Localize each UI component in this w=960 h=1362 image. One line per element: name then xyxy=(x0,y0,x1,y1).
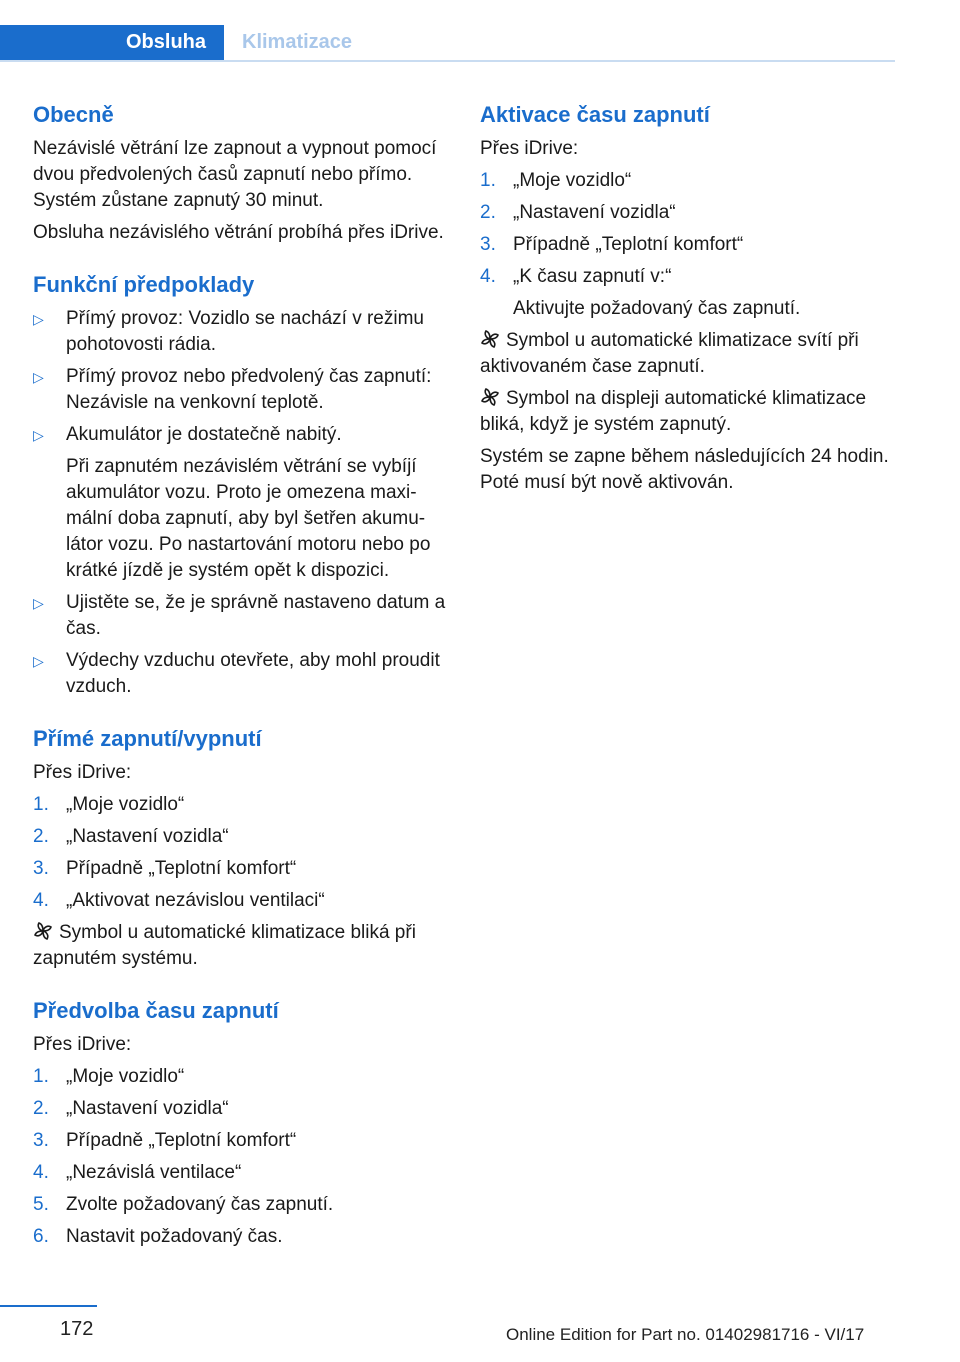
step-number: 1. xyxy=(33,794,49,815)
note-text: Symbol u automatické klimatizace bliká při zapnutém systému. xyxy=(33,922,416,969)
triangle-bullet-icon: ▷ xyxy=(33,653,44,669)
triangle-bullet-icon: ▷ xyxy=(33,427,44,443)
step-number: 2. xyxy=(33,826,49,847)
list-item xyxy=(33,1160,453,1186)
step-text: „Nezávislá ventilace“ xyxy=(66,1162,242,1183)
step-number: 5. xyxy=(33,1194,49,1215)
direct-note xyxy=(33,920,453,972)
step-number: 3. xyxy=(33,858,49,879)
list-item xyxy=(480,264,895,322)
triangle-bullet-icon: ▷ xyxy=(33,311,44,327)
tab-klimatizace: Klimatizace xyxy=(242,31,353,53)
fan-icon xyxy=(33,921,53,941)
list-item-text: Přímý provoz: Vozidlo se nachází v režimu pohotovosti rádia. xyxy=(66,308,424,355)
list-item-text: Akumulátor je dostatečně nabitý. xyxy=(66,424,342,445)
list-item xyxy=(33,1064,453,1090)
general-paragraph-1: Nezávislé větrání lze zapnout a vypnout pomocí dvou předvolených časů zapnutí nebo přímo. Systém zůstane zapnutý 30 minut. xyxy=(33,138,437,211)
step-text: „K času zapnutí v:“ xyxy=(513,266,672,287)
list-item xyxy=(33,590,453,642)
step-text: Případně „Teplotní komfort“ xyxy=(66,1130,297,1151)
step-number: 3. xyxy=(33,1130,49,1151)
activation-note-1 xyxy=(480,328,895,380)
direct-steps xyxy=(33,792,453,914)
requirements-list xyxy=(33,306,453,700)
step-text: Zvolte požadovaný čas zapnutí. xyxy=(66,1194,334,1215)
heading-general: Obecně xyxy=(33,102,114,127)
list-item xyxy=(33,364,453,416)
left-column xyxy=(33,100,453,1256)
list-item xyxy=(33,856,453,882)
step-text: „Moje vozidlo“ xyxy=(513,170,632,191)
edition-note: Online Edition for Part no. 01402981716 - VI/17 xyxy=(506,1325,865,1344)
step-number: 6. xyxy=(33,1226,49,1247)
list-item xyxy=(33,648,453,700)
list-item xyxy=(33,888,453,914)
list-item xyxy=(33,306,453,358)
list-item xyxy=(33,792,453,818)
list-item-text: Výdechy vzduchu otevřete, aby mohl proudit vzduch. xyxy=(66,650,440,697)
list-item xyxy=(33,1096,453,1122)
step-text: Případně „Teplotní komfort“ xyxy=(513,234,744,255)
step-subtext: Aktivujte požadovaný čas zapnutí. xyxy=(513,298,801,319)
heading-preset: Předvolba času zapnutí xyxy=(33,998,279,1023)
activation-note-2 xyxy=(480,386,895,438)
step-text: „Nastavení vozidla“ xyxy=(513,202,676,223)
activation-steps xyxy=(480,168,895,322)
step-number: 2. xyxy=(480,202,496,223)
preset-intro: Přes iDrive: xyxy=(33,1034,132,1055)
footer-rule xyxy=(0,1305,97,1307)
preset-steps xyxy=(33,1064,453,1250)
right-column xyxy=(480,100,895,502)
step-number: 1. xyxy=(33,1066,49,1087)
step-text: „Nastavení vozidla“ xyxy=(66,1098,229,1119)
step-text: Případně „Teplotní komfort“ xyxy=(66,858,297,879)
triangle-bullet-icon: ▷ xyxy=(33,595,44,611)
activation-intro: Přes iDrive: xyxy=(480,138,579,159)
list-item xyxy=(33,1192,453,1218)
list-item xyxy=(480,200,895,226)
triangle-bullet-icon: ▷ xyxy=(33,369,44,385)
fan-icon xyxy=(480,329,500,349)
activation-note-3: Systém se zapne během následujících 24 hodin. Poté musí být nově aktivován. xyxy=(480,446,889,493)
step-number: 1. xyxy=(480,170,496,191)
list-item xyxy=(480,168,895,194)
note-text: Symbol na displeji automatické klimatizace bliká, když je systém zapnutý. xyxy=(480,388,867,435)
heading-activation: Aktivace času zapnutí xyxy=(480,102,710,127)
list-item xyxy=(33,422,453,584)
list-item xyxy=(33,824,453,850)
general-paragraph-2: Obsluha nezávislého větrání probíhá přes iDrive. xyxy=(33,222,444,243)
step-number: 2. xyxy=(33,1098,49,1119)
step-text: „Aktivovat nezávislou ventilaci“ xyxy=(66,890,325,911)
step-number: 3. xyxy=(480,234,496,255)
list-item xyxy=(480,232,895,258)
fan-icon xyxy=(480,387,500,407)
step-text: „Moje vozidlo“ xyxy=(66,1066,185,1087)
step-text: „Moje vozidlo“ xyxy=(66,794,185,815)
list-item xyxy=(33,1224,453,1250)
list-item-text: Přímý provoz nebo předvolený čas zapnutí: Nezávisle na venkovní teplotě. xyxy=(66,366,432,413)
step-number: 4. xyxy=(33,890,49,911)
direct-intro: Přes iDrive: xyxy=(33,762,132,783)
step-number: 4. xyxy=(33,1162,49,1183)
note-text: Symbol u automatické klimatizace svítí při aktivovaném čase zapnutí. xyxy=(480,330,859,377)
step-text: Nastavit požadovaný čas. xyxy=(66,1226,283,1247)
header-underline xyxy=(0,60,895,62)
heading-requirements: Funkční předpoklady xyxy=(33,272,255,297)
tab-obsluha: Obsluha xyxy=(0,25,224,60)
step-text: „Nastavení vozidla“ xyxy=(66,826,229,847)
list-item-subtext: Při zapnutém nezávislém větrání se vybíjí akumulátor vozu. Proto je omezena maximální doba zapnutí, aby byl šetřen akumulátor vozu. Po nastartování motoru nebo po krátké jízdě je systém opět k dispozici. xyxy=(66,456,431,581)
step-number: 4. xyxy=(480,266,496,287)
list-item-text: Ujistěte se, že je správně nastaveno datum a čas. xyxy=(66,592,446,639)
page-number: 172 xyxy=(60,1318,94,1340)
header-tabbar xyxy=(0,25,895,62)
heading-direct: Přímé zapnutí/vypnutí xyxy=(33,726,262,751)
list-item xyxy=(33,1128,453,1154)
